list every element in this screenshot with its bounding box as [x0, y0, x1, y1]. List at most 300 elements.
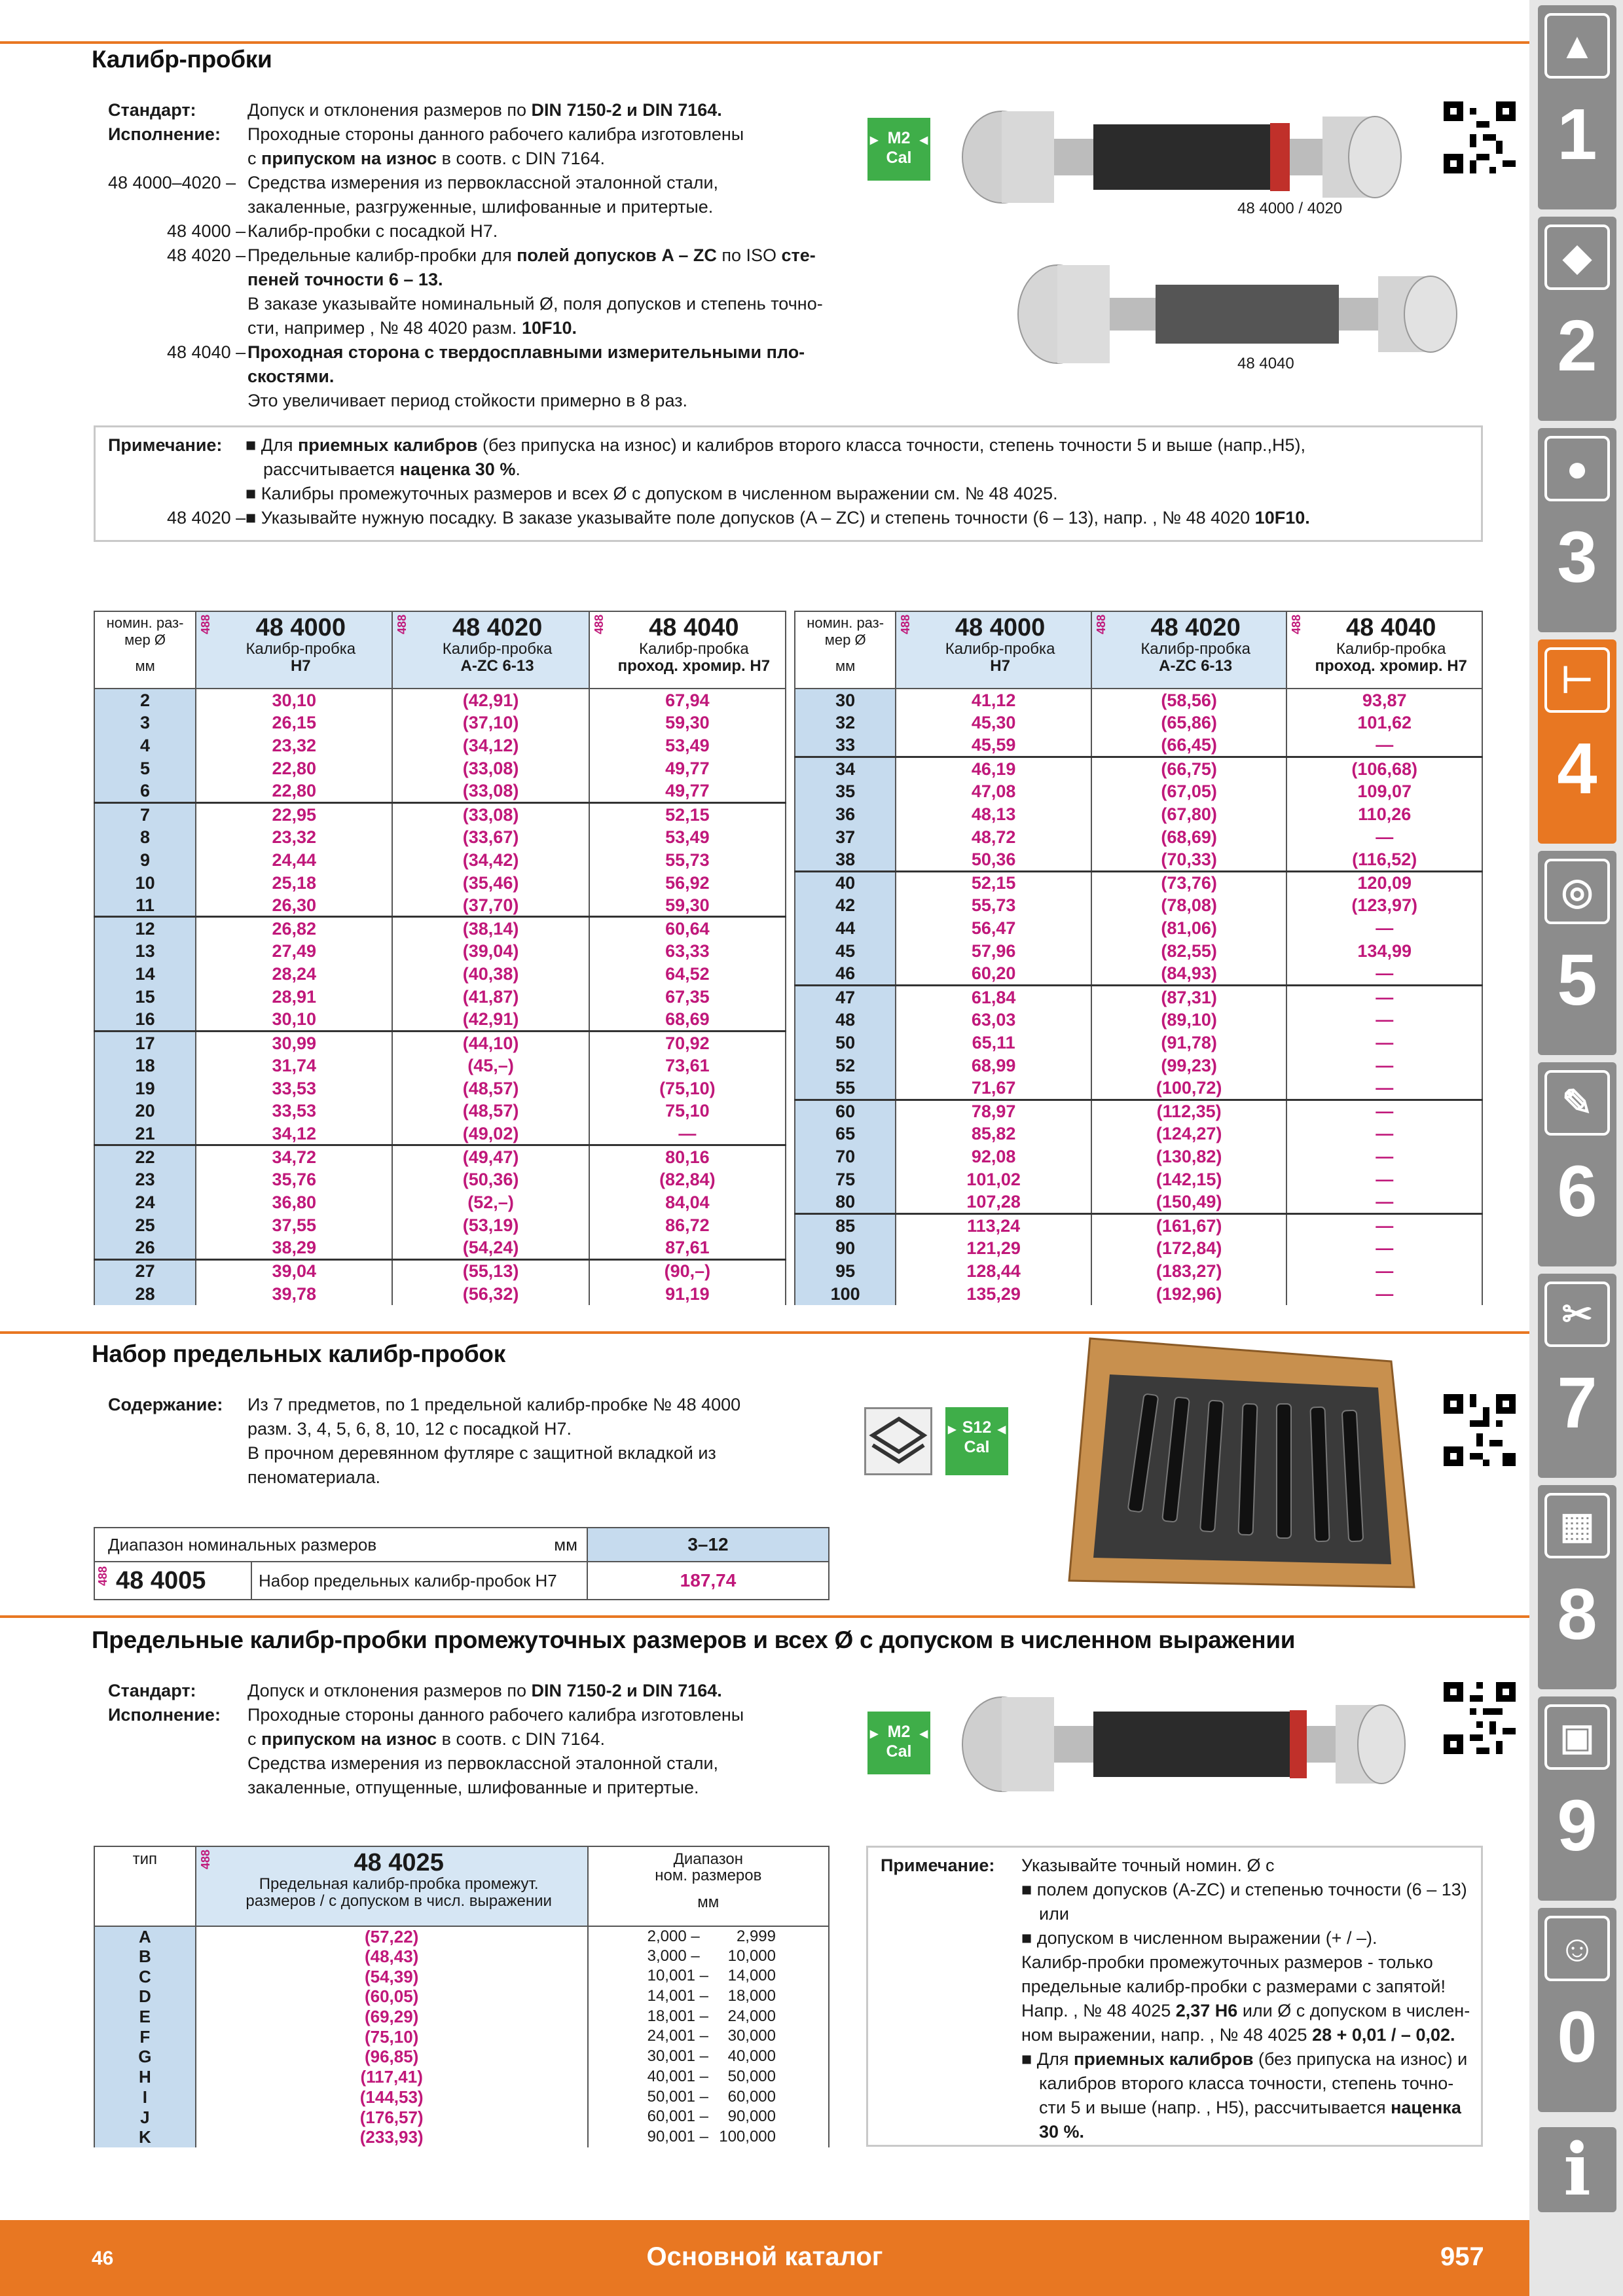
price-cell: (45,–): [392, 1054, 589, 1077]
price-cell: (82,84): [589, 1168, 786, 1191]
price-cell: 61,84: [896, 986, 1091, 1009]
price-cell: 53,49: [589, 825, 786, 848]
range-cell: [588, 2107, 829, 2127]
nominal-size: 33: [795, 734, 896, 757]
note-line: ном выражении, напр. , № 48 4025: [1021, 2025, 1313, 2045]
article-name: Калибр-пробка: [1140, 640, 1250, 658]
table-row: [795, 689, 1482, 711]
nominal-size: 65: [795, 1122, 896, 1145]
safety-goggles-icon: ☺: [1544, 1916, 1610, 1981]
r3-line: Предельные калибр-пробки для: [247, 245, 517, 265]
article-name: размеров / с допуском в числ. выражении: [246, 1892, 552, 1910]
price-cell: (37,70): [392, 894, 589, 917]
price-cell: (130,82): [1091, 1145, 1287, 1168]
price-cell: 52,15: [896, 871, 1091, 894]
chapter-number: 1: [1557, 94, 1597, 175]
table-row: [795, 848, 1482, 871]
price-cell: 49,77: [589, 757, 786, 780]
badge-top: M2: [887, 1723, 911, 1741]
contents-line: разм. 3, 4, 5, 6, 8, 10, 12 с посадкой H7.: [247, 1419, 572, 1439]
nominal-size: 95: [795, 1259, 896, 1282]
article-code: 48 4025: [354, 1849, 444, 1876]
table-row: [94, 1282, 786, 1305]
r4-line: скостями.: [247, 367, 335, 386]
top-rule: [0, 41, 1529, 44]
price-cell: —: [1286, 1145, 1482, 1168]
article-header: [196, 1846, 588, 1926]
price-cell: (192,96): [1091, 1282, 1287, 1305]
nominal-size: 36: [795, 802, 896, 825]
price-cell: (84,93): [1091, 963, 1287, 986]
price-cell: —: [1286, 825, 1482, 848]
note-line: ■ Калибры промежуточных размеров и всех Ø с допуском в численном выражении см. № 48 4025.: [246, 484, 1058, 503]
range-to: 24,000: [727, 2007, 776, 2025]
nominal-size: 42: [795, 894, 896, 917]
range-to: 40,000: [727, 2047, 776, 2066]
badge-bottom: Cal: [964, 1438, 990, 1456]
price-cell: 22,95: [196, 802, 392, 825]
note-line: ■ полем допусков (A-ZC) и степенью точности (6 – 13): [1021, 1880, 1467, 1899]
range-from: 2,000 –: [647, 1928, 700, 1945]
header-unit: мм: [135, 658, 155, 674]
drill-icon: ▲: [1544, 13, 1610, 79]
article-name: Калибр-пробка: [945, 640, 1055, 658]
article-spec: A-ZC 6-13: [460, 657, 534, 675]
info-icon: i: [1563, 2127, 1591, 2212]
nominal-size: 50: [795, 1031, 896, 1054]
note-line: (без припуска на износ) и: [1253, 2049, 1468, 2069]
price-cell: 60,64: [589, 917, 786, 940]
article-spec: H7: [990, 657, 1010, 675]
std-bold: DIN 7150-2 и DIN 7164.: [531, 100, 722, 120]
type-letter: J: [94, 2107, 196, 2127]
price-cell: —: [589, 1122, 786, 1145]
set-table: [94, 1527, 830, 1600]
price-cell: 25,18: [196, 871, 392, 894]
r3-line: сти, например , № 48 4020 разм.: [247, 318, 522, 338]
chapter-tab-3[interactable]: [1538, 428, 1616, 632]
price-cell: 92,08: [896, 1145, 1091, 1168]
price-cell: (150,49): [1091, 1191, 1287, 1214]
nominal-size: 48: [795, 1008, 896, 1031]
section-rule: [0, 1615, 1529, 1618]
price-cell: (67,80): [1091, 802, 1287, 825]
note-line: или Ø с допуском в числен-: [1237, 2001, 1470, 2020]
nominal-size: 40: [795, 871, 896, 894]
price-cell: (33,08): [392, 757, 589, 780]
type-letter: E: [94, 2007, 196, 2027]
price-cell: (69,29): [196, 2007, 588, 2027]
nominal-size: 6: [94, 780, 196, 803]
table-row: [94, 894, 786, 917]
chapter-tab-5[interactable]: [1538, 851, 1616, 1055]
price-cell: (67,05): [1091, 780, 1287, 803]
price-cell: (183,27): [1091, 1259, 1287, 1282]
note-line: Напр. , № 48 4025: [1021, 2001, 1176, 2020]
range-from: 14,001 –: [647, 1987, 709, 2005]
note-ref-label: 48 4020 –: [167, 508, 246, 528]
price-cell: 55,73: [589, 848, 786, 871]
table-row: [94, 1191, 786, 1214]
exec-line: в соотв. с DIN 7164.: [437, 1729, 606, 1749]
price-cell: 28,24: [196, 963, 392, 986]
table-row: [94, 917, 786, 940]
table-row: [795, 986, 1482, 1009]
exec-bold: припуском на износ: [261, 149, 437, 168]
note-line: сти 5 и выше (напр. , H5), рассчитывается: [1039, 2098, 1391, 2117]
article-code: 48 4040: [649, 614, 739, 641]
table-row: [795, 711, 1482, 734]
exec-line: с: [247, 149, 262, 168]
m2-cal-badge: ▶ ◀ M2 Cal: [867, 118, 930, 181]
table-row: [94, 711, 786, 734]
nominal-size: 30: [795, 689, 896, 711]
chapter-number: 5: [1557, 940, 1597, 1020]
footer-bar: [0, 2220, 1529, 2296]
range-from: 3,000 –: [647, 1946, 700, 1965]
price-cell: (78,08): [1091, 894, 1287, 917]
price-cell: 45,30: [896, 711, 1091, 734]
range-cell: [588, 2127, 829, 2147]
nominal-size: 22: [94, 1145, 196, 1168]
chapter-tab-7[interactable]: [1538, 1274, 1616, 1478]
table-row: [94, 1946, 829, 1967]
tag-488: 488: [96, 1566, 109, 1587]
range-cell: [588, 2067, 829, 2087]
price-cell: (144,53): [196, 2087, 588, 2108]
nominal-size: 38: [795, 848, 896, 871]
price-cell: 87,61: [589, 1236, 786, 1259]
pliers-icon: ✂: [1544, 1282, 1610, 1347]
chapter-tab-2[interactable]: [1538, 217, 1616, 421]
nominal-size: 9: [94, 848, 196, 871]
r2-line: Калибр-пробки с посадкой H7.: [247, 221, 498, 241]
note-bold: приемных калибров: [1073, 2049, 1254, 2069]
range-to: 18,000: [727, 1987, 776, 2005]
nominal-size: 55: [795, 1077, 896, 1100]
type-letter: C: [94, 1966, 196, 1986]
price-cell: 41,12: [896, 689, 1091, 711]
type-letter: A: [94, 1926, 196, 1946]
chapter-tab-1[interactable]: [1538, 5, 1616, 209]
exec-bold: припуском на износ: [261, 1729, 437, 1749]
price-cell: (75,10): [589, 1077, 786, 1100]
price-cell: (33,08): [392, 780, 589, 803]
table-row: [795, 802, 1482, 825]
badge-bottom: Cal: [886, 149, 912, 167]
table-row: [795, 757, 1482, 780]
range-cell: [588, 1966, 829, 1986]
price-cell: 52,15: [589, 802, 786, 825]
qr-code-icon: [1444, 1394, 1516, 1466]
price-cell: 57,96: [896, 940, 1091, 963]
r3-line: по ISO: [716, 245, 782, 265]
nominal-size: 46: [795, 963, 896, 986]
price-cell: (56,32): [392, 1282, 589, 1305]
info-tab[interactable]: [1538, 2127, 1616, 2212]
article-spec: проход. хромир. H7: [1315, 657, 1467, 675]
table-row: [94, 986, 786, 1009]
chapter-tab-4[interactable]: [1538, 639, 1616, 844]
article-name: Калибр-пробка: [639, 640, 749, 658]
note-line: .: [515, 459, 520, 479]
price-cell: 68,69: [589, 1008, 786, 1031]
exec-line: Средства измерения из первоклассной эталонной стали,: [247, 1753, 719, 1773]
article-name: Калибр-пробка: [1336, 640, 1446, 658]
section-title: Набор предельных калибр-пробок: [92, 1340, 505, 1367]
table-row: [94, 1926, 829, 1946]
range-from: 30,001 –: [647, 2047, 709, 2066]
price-cell: (99,23): [1091, 1054, 1287, 1077]
price-cell: (123,97): [1286, 894, 1482, 917]
price-cell: (33,08): [392, 802, 589, 825]
range-to: 14,000: [727, 1967, 776, 1985]
chapter-tab-9[interactable]: [1538, 1696, 1616, 1901]
price-cell: 56,47: [896, 917, 1091, 940]
nominal-size: 7: [94, 802, 196, 825]
price-cell: 101,62: [1286, 711, 1482, 734]
price-cell: 27,49: [196, 940, 392, 963]
price-cell: (70,33): [1091, 848, 1287, 871]
nominal-size: 14: [94, 963, 196, 986]
price-cell: 39,78: [196, 1282, 392, 1305]
type-letter: I: [94, 2087, 196, 2108]
price-cell: 39,04: [196, 1259, 392, 1282]
range-from: 18,001 –: [647, 2007, 709, 2025]
price-cell: (176,57): [196, 2107, 588, 2127]
note-line: 30 %.: [1039, 2122, 1085, 2142]
r3-line: В заказе указывайте номинальный Ø, поля допусков и степень точно-: [247, 294, 823, 314]
price-cell: (161,67): [1091, 1213, 1287, 1236]
price-cell: 26,30: [196, 894, 392, 917]
price-cell: 48,72: [896, 825, 1091, 848]
price-cell: 23,32: [196, 825, 392, 848]
price-cell: 22,80: [196, 757, 392, 780]
nominal-size: 4: [94, 734, 196, 757]
range-cell: [588, 2087, 829, 2108]
price-cell: 48,13: [896, 802, 1091, 825]
price-cell: (90,–): [589, 1259, 786, 1282]
nominal-size: 8: [94, 825, 196, 848]
std-label: Стандарт:: [108, 100, 196, 120]
table-row: [94, 1077, 786, 1100]
table-row: [795, 1145, 1482, 1168]
std-bold: DIN 7150-2 и DIN 7164.: [531, 1681, 722, 1700]
price-cell: 78,97: [896, 1100, 1091, 1122]
chapter-tab-6[interactable]: [1538, 1062, 1616, 1266]
price-cell: (117,41): [196, 2067, 588, 2087]
price-cell: 109,07: [1286, 780, 1482, 803]
price-cell: (48,57): [392, 1077, 589, 1100]
table-row: [795, 734, 1482, 757]
range-cell: [588, 1986, 829, 2007]
table-row: [795, 1213, 1482, 1236]
price-cell: (233,93): [196, 2127, 588, 2147]
type-letter: B: [94, 1946, 196, 1967]
price-cell: (124,27): [1091, 1122, 1287, 1145]
note-label: Примечание:: [881, 1856, 995, 1875]
article-code: 48 4020: [1150, 614, 1241, 641]
table-row: [94, 1966, 829, 1986]
r1-line: Средства измерения из первоклассной эталонной стали,: [247, 173, 719, 192]
price-cell: 47,08: [896, 780, 1091, 803]
price-cell: (38,14): [392, 917, 589, 940]
article-code: 48 4000: [255, 614, 346, 641]
range-to: 10,000: [727, 1946, 776, 1965]
header-text: мер Ø: [824, 632, 866, 648]
table-row: [94, 734, 786, 757]
m2-cal-badge: ▶ ◀ M2 Cal: [867, 1712, 930, 1774]
price-cell: 24,44: [196, 848, 392, 871]
range-cell: [588, 1926, 829, 1946]
price-cell: (39,04): [392, 940, 589, 963]
table-row: [94, 1031, 786, 1054]
range-from: 50,001 –: [647, 2087, 709, 2106]
table-row: [795, 825, 1482, 848]
badge-top: S12: [962, 1418, 992, 1437]
price-cell: (41,87): [392, 986, 589, 1009]
price-cell: —: [1286, 1282, 1482, 1305]
range-to: 30,000: [727, 2027, 776, 2045]
price-cell: (50,36): [392, 1168, 589, 1191]
badge-bottom: Cal: [886, 1742, 912, 1761]
price-cell: 67,94: [589, 689, 786, 711]
price-cell: (91,78): [1091, 1031, 1287, 1054]
price-cell: 63,33: [589, 940, 786, 963]
price-cell: 68,99: [896, 1054, 1091, 1077]
note-line: калибров второго класса точности, степень точно-: [1039, 2073, 1454, 2093]
nominal-size: 18: [94, 1054, 196, 1077]
range-cell: [588, 2026, 829, 2047]
page-number-right: 957: [1440, 2242, 1484, 2271]
nominal-size: 60: [795, 1100, 896, 1122]
chapter-tab-8[interactable]: [1538, 1485, 1616, 1689]
note-line: ■ Для: [1021, 2049, 1074, 2069]
range-cell: [588, 1946, 829, 1967]
price-cell: 73,61: [589, 1054, 786, 1077]
price-cell: —: [1286, 1168, 1482, 1191]
chapter-number: 6: [1557, 1151, 1597, 1232]
table-row: [795, 1054, 1482, 1077]
price-cell: 63,03: [896, 1008, 1091, 1031]
price-cell: 46,19: [896, 757, 1091, 780]
price-cell: 84,04: [589, 1191, 786, 1214]
range-label-cell: [94, 1528, 587, 1562]
price-cell: (48,43): [196, 1946, 588, 1967]
nominal-size: 24: [94, 1191, 196, 1214]
price-cell: (52,–): [392, 1191, 589, 1214]
nominal-size: 25: [94, 1213, 196, 1236]
exec-label: Исполнение:: [108, 124, 221, 144]
r2-label: 48 4000 –: [167, 221, 246, 241]
price-cell: (40,38): [392, 963, 589, 986]
price-cell: (65,86): [1091, 711, 1287, 734]
price-cell: 101,02: [896, 1168, 1091, 1191]
header-unit: мм: [835, 658, 856, 674]
nominal-size: 21: [94, 1122, 196, 1145]
contents-label: Содержание:: [108, 1395, 223, 1414]
column-header-c2: [1091, 611, 1287, 689]
price-cell: 120,09: [1286, 871, 1482, 894]
price-cell: (37,10): [392, 711, 589, 734]
type-letter: F: [94, 2026, 196, 2047]
nominal-size: 13: [94, 940, 196, 963]
workbench-icon: ▦: [1544, 1493, 1610, 1558]
note-bold: приемных калибров: [297, 435, 478, 455]
note-line: ■ Указывайте нужную посадку. В заказе указывайте поле допусков (A – ZC) и степень точности (6 – 13), напр. , № 48 4020: [246, 508, 1255, 528]
price-cell: (106,68): [1286, 757, 1482, 780]
r3-bold: полей допусков A – ZC: [517, 245, 717, 265]
nominal-size: 19: [94, 1077, 196, 1100]
price-cell: (116,52): [1286, 848, 1482, 871]
nominal-size: 80: [795, 1191, 896, 1214]
price-cell: (66,45): [1091, 734, 1287, 757]
table-row: [94, 2026, 829, 2047]
article-name: Калибр-пробка: [442, 640, 553, 658]
exec-line: с: [247, 1729, 262, 1749]
price-cell: —: [1286, 1122, 1482, 1145]
r4-line: Это увеличивает период стойкости примерно в 8 раз.: [247, 391, 688, 410]
tag-488: 488: [592, 615, 606, 635]
type-letter: H: [94, 2067, 196, 2087]
price-cell: (66,75): [1091, 757, 1287, 780]
price-cell: (87,31): [1091, 986, 1287, 1009]
section-title: Предельные калибр-пробки промежуточных размеров и всех Ø с допуском в численном выражении: [92, 1626, 1296, 1653]
chapter-number: 2: [1557, 306, 1597, 386]
price-cell: 110,26: [1286, 802, 1482, 825]
chapter-tab-0[interactable]: [1538, 1908, 1616, 2112]
range-from: 40,001 –: [647, 2067, 709, 2085]
price-cell: 128,44: [896, 1259, 1091, 1282]
price-cell: 135,29: [896, 1282, 1091, 1305]
type-letter: G: [94, 2047, 196, 2067]
table-row: [94, 757, 786, 780]
note-line: ■ допуском в численном выражении (+ / –).: [1021, 1928, 1377, 1948]
price-cell: 134,99: [1286, 940, 1482, 963]
price-cell: (100,72): [1091, 1077, 1287, 1100]
price-cell: —: [1286, 1236, 1482, 1259]
price-cell: 37,55: [196, 1213, 392, 1236]
table-row: [795, 917, 1482, 940]
price-cell: (35,46): [392, 871, 589, 894]
table-row: [795, 1191, 1482, 1214]
table-row: [795, 1008, 1482, 1031]
tag-488: 488: [899, 615, 913, 635]
price-cell: (89,10): [1091, 1008, 1287, 1031]
r3-label: 48 4020 –: [167, 245, 246, 265]
img1-caption: 48 4000 / 4020: [1237, 200, 1343, 217]
price-cell: 50,36: [896, 848, 1091, 871]
table-row: [795, 1236, 1482, 1259]
price-cell: 56,92: [589, 871, 786, 894]
nominal-size: 20: [94, 1100, 196, 1122]
nominal-size: 23: [94, 1168, 196, 1191]
range-from: 60,001 –: [647, 2108, 709, 2126]
price-cell: 26,15: [196, 711, 392, 734]
wrench-icon: ✎: [1544, 1070, 1610, 1136]
intermediate-size-table: [94, 1846, 830, 2147]
note-block-3: [881, 1854, 1476, 2142]
price-cell: (54,24): [392, 1236, 589, 1259]
note-bold: 28 + 0,01 / – 0,02.: [1312, 2025, 1455, 2045]
note-line: или: [1039, 1904, 1069, 1924]
article-code: 48 4040: [1346, 614, 1436, 641]
price-cell: (96,85): [196, 2047, 588, 2067]
std-label: Стандарт:: [108, 1681, 196, 1700]
r4-line: Проходная сторона с твердосплавными измерительными пло-: [247, 342, 805, 362]
table-row: [795, 1031, 1482, 1054]
price-cell: (55,13): [392, 1259, 589, 1282]
